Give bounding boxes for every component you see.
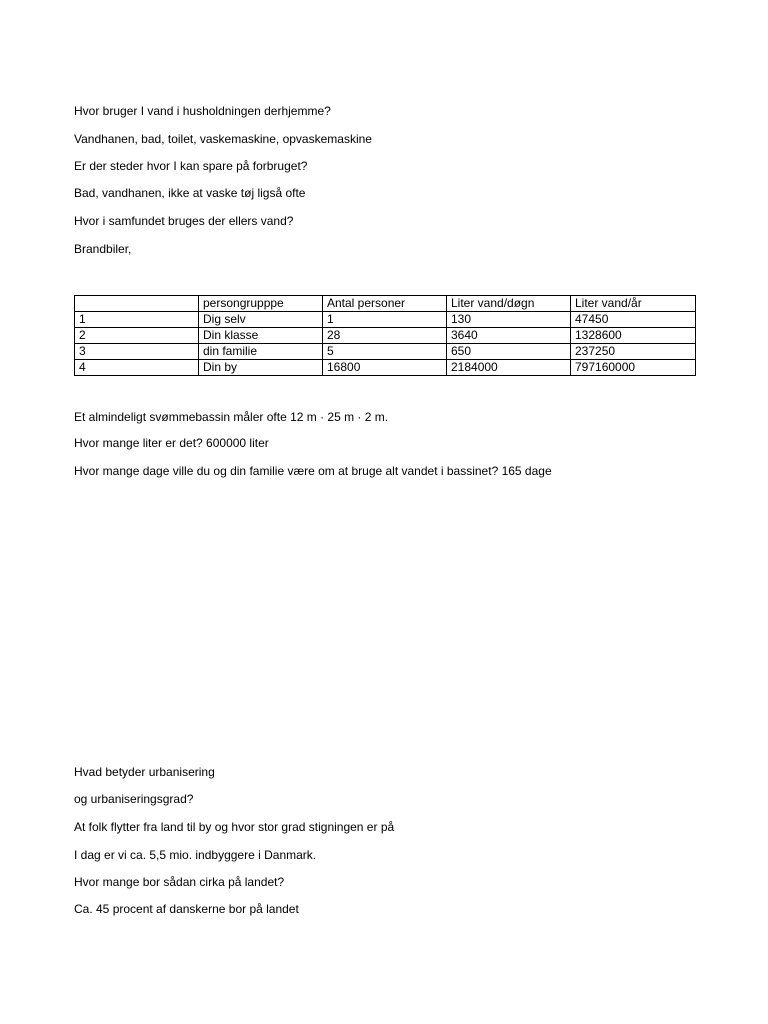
table-header-cell: Liter vand/år <box>571 296 696 312</box>
table-cell: din familie <box>199 344 323 360</box>
table-row <box>75 328 696 344</box>
table-row <box>75 344 696 360</box>
question-urbanization-degree: og urbaniseringsgrad? <box>74 792 194 806</box>
table-header-cell: persongrupppe <box>199 296 323 312</box>
pool-liters: Hvor mange liter er det? 600000 liter <box>74 436 269 450</box>
table-cell: Dig selv <box>199 312 323 328</box>
table-header-cell: Antal personer <box>323 296 447 312</box>
table-cell: 3640 <box>447 328 571 344</box>
table-cell: 650 <box>447 344 571 360</box>
question-urbanization: Hvad betyder urbanisering <box>74 765 215 779</box>
question-rural-population: Hvor mange bor sådan cirka på landet? <box>74 875 285 889</box>
table-row <box>75 360 696 376</box>
answer-rural-population: Ca. 45 procent af danskerne bor på landet <box>74 902 299 916</box>
question-saving: Er der steder hvor I kan spare på forbruget? <box>74 159 308 173</box>
population-denmark: I dag er vi ca. 5,5 mio. indbyggere i Danmark. <box>74 848 317 862</box>
table-cell: 28 <box>323 328 447 344</box>
table-header-cell <box>75 296 199 312</box>
table-cell: 2184000 <box>447 360 571 376</box>
table-row <box>75 312 696 328</box>
table-header-row <box>75 296 696 312</box>
table-cell: Din by <box>199 360 323 376</box>
answer-society-water: Brandbiler, <box>74 242 132 256</box>
answer-household-water: Vandhanen, bad, toilet, vaskemaskine, opvaskemaskine <box>74 132 372 146</box>
table-cell: 237250 <box>571 344 696 360</box>
table-cell: 47450 <box>571 312 696 328</box>
pool-dimensions: Et almindeligt svømmebassin måler ofte 12 m · 25 m · 2 m. <box>74 410 389 424</box>
table-cell: 4 <box>75 360 199 376</box>
table-cell: 1328600 <box>571 328 696 344</box>
table-cell: 130 <box>447 312 571 328</box>
table-header-cell: Liter vand/døgn <box>447 296 571 312</box>
answer-urbanization: At folk flytter fra land til by og hvor stor grad stigningen er på <box>74 820 395 834</box>
water-usage-table <box>74 295 696 376</box>
table-cell: 1 <box>75 312 199 328</box>
answer-saving: Bad, vandhanen, ikke at vaske tøj ligså ofte <box>74 186 306 200</box>
table-cell: Din klasse <box>199 328 323 344</box>
table-cell: 3 <box>75 344 199 360</box>
table-cell: 16800 <box>323 360 447 376</box>
table-cell: 797160000 <box>571 360 696 376</box>
table-cell: 2 <box>75 328 199 344</box>
pool-days: Hvor mange dage ville du og din familie være om at bruge alt vandet i bassinet? 165 dage <box>74 464 552 478</box>
table-cell: 1 <box>323 312 447 328</box>
question-household-water: Hvor bruger I vand i husholdningen derhjemme? <box>74 104 331 118</box>
table-cell: 5 <box>323 344 447 360</box>
question-society-water: Hvor i samfundet bruges der ellers vand? <box>74 214 294 228</box>
